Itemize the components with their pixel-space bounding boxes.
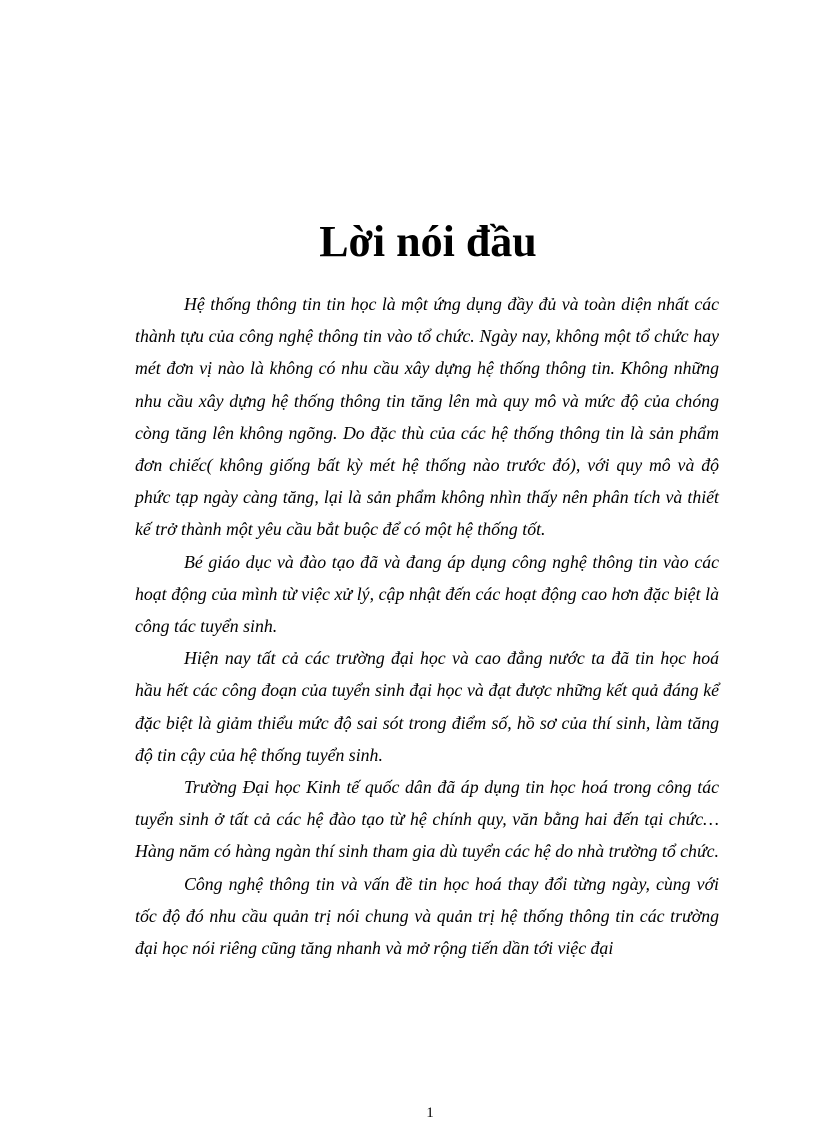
page-number: 1 (426, 1105, 434, 1121)
document-body (135, 288, 719, 964)
paragraph-ministry: Bé giáo dục và đào tạo đã và đang áp dụng công nghệ thông tin vào các hoạt động của mình từ việc xử lý, cập nhật đến các hoạt động cao hơn đặc biệt là công tác tuyển sinh. (135, 551, 719, 637)
page-title: Lời nói đầu (319, 217, 537, 266)
paragraph-intro: Hệ thống thông tin tin học là một ứng dụng đầy đủ và toàn diện nhất các thành tựu của công nghệ thông tin vào tổ chức. Ngày nay, không một tổ chức hay mét đơn vị nào là không có nhu cầu xây dựng hệ thống thông tin. Không những nhu cầu xây dựng hệ thống thông tin tăng lên mà quy mô và mức độ của chóng còng tăng lên không ngõng. Do đặc thù của các hệ thống thông tin là sản phẩm đơn chiếc( không giống bất kỳ mét hệ thống nào trước đó), với quy mô và độ phức tạp ngày càng tăng, lại là sản phẩm không nhìn thấy nên phân tích và thiết kế trở thành một yêu cầu bắt buộc để có một hệ thống tốt. (135, 294, 719, 540)
paragraph-it-change: Công nghệ thông tin và vấn đề tin học hoá thay đổi từng ngày, cùng với tốc độ đó nhu cầu quản trị nói chung và quản trị hệ thống thông tin các trường đại học nói riêng cũng tăng nhanh và mở rộng tiến dần tới việc đại (135, 873, 719, 959)
paragraph-universities: Hiện nay tất cả các trường đại học và cao đẳng nước ta đã tin học hoá hầu hết các công đoạn của tuyển sinh đại học và đạt được những kết quả đáng kể đặc biệt là giảm thiểu mức độ sai sót trong điểm số, hồ sơ của thí sinh, làm tăng độ tin cậy của hệ thống tuyển sinh. (135, 648, 719, 765)
paragraph-neu: Trường Đại học Kinh tế quốc dân đã áp dụng tin học hoá trong công tác tuyển sinh ở tất cả các hệ đào tạo từ hệ chính quy, văn bằng hai đến tại chức… Hàng năm có hàng ngàn thí sinh tham gia dù tuyển các hệ do nhà trường tổ chức. (135, 777, 719, 862)
